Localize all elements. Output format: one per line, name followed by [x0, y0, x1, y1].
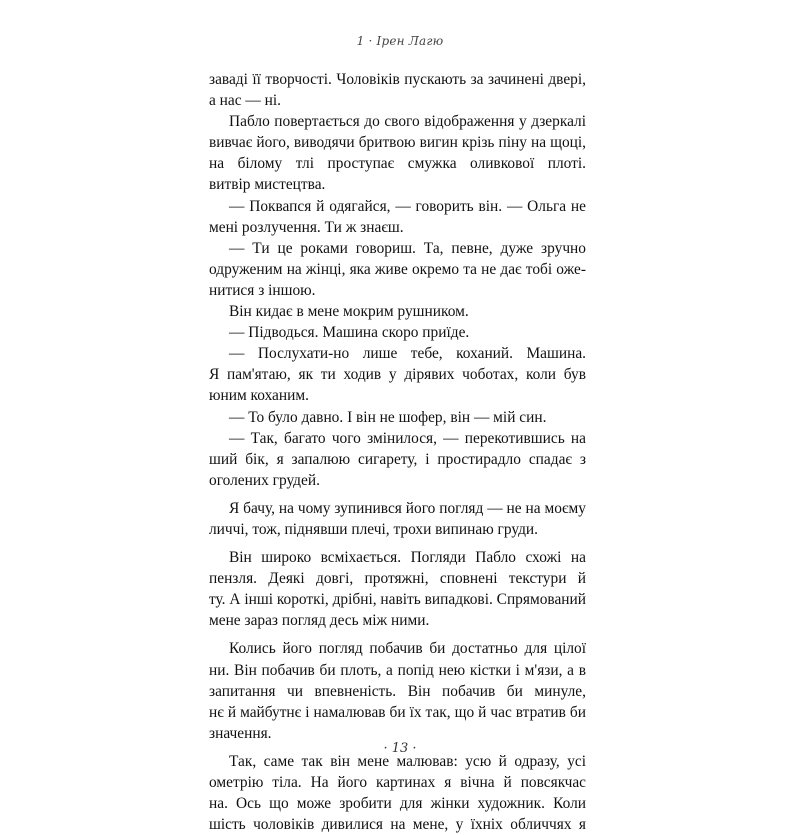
- text-line: юним коханим.: [209, 387, 309, 405]
- text-line: витвір мистецтва.: [209, 176, 326, 194]
- paragraph-gap: [209, 491, 586, 498]
- text-line: Він широко всміхається. Погляди Пабло схожі на: [229, 549, 586, 567]
- page-number: · 13 ·: [383, 741, 417, 756]
- text-line: — Ти це роками говориш. Та, певне, дуже зручно: [229, 239, 586, 257]
- text-line: — Поквапся й одягайся, — говорить він. — Ольга не: [229, 197, 586, 215]
- text-line: — Послухати-но лише тебе, коханий. Машина.: [229, 345, 586, 363]
- text-line: Він кидає в мене мокрим рушником.: [229, 303, 469, 321]
- text-line: мене зараз погляд десь між ними.: [209, 612, 430, 630]
- text-line: ометрію тіла. На його картинах я вічна й повсякчас: [209, 774, 586, 791]
- text-line: нє й майбутнє і намалював би їх так, що й час втратив би: [209, 703, 586, 721]
- text-line: ни. Він побачив би плоть, а попід нею кістки і м'язи, а в: [209, 661, 586, 679]
- text-line: — Підводься. Машина скоро приїде.: [229, 324, 470, 342]
- text-line: — То було давно. І він не шофер, він — мій син.: [229, 408, 547, 426]
- text-line: — Так, багато чого змінилося, — перекотившись на: [229, 429, 586, 447]
- paragraph-gap: [209, 631, 586, 638]
- text-line: мені розлучення. Ти ж знаєш.: [209, 218, 404, 236]
- text-line: вивчає його, виводячи бритвою вигин крізь піну на щоці,: [209, 134, 586, 152]
- text-line: одруженим на жінці, яка живе окремо та не дає тобі оже-: [209, 260, 586, 278]
- text-line: на. Ось що може зробити для жінки художник. Коли: [209, 795, 586, 813]
- text-line: Колись його погляд побачив би достатньо для цілої: [229, 640, 586, 658]
- text-line: Я бачу, на чому зупинився його погляд — не на моєму: [229, 499, 586, 517]
- text-line: Так, саме так він мене малював: усю й одразу, усі: [229, 752, 586, 770]
- text-line: а нас — ні.: [209, 92, 282, 110]
- text-line: Пабло повертається до свого відображення у дзеркалі: [229, 113, 586, 131]
- text-line: значення.: [209, 724, 272, 742]
- body-text: [209, 69, 586, 835]
- text-line: на білому тлі проступає смужка оливкової плоті.: [209, 155, 586, 173]
- text-line: пензля. Деякі довгі, протяжні, сповнені текстури й: [209, 570, 586, 588]
- paragraph-gap: [209, 540, 586, 547]
- text-line: Я пам'ятаю, як ти ходив у дірявих чоботах, коли був: [209, 366, 586, 384]
- running-header: 1 · Ірен Лагю: [356, 34, 444, 48]
- text-line: шість чоловіків дивилися на мене, у їхніх обличчях я: [209, 816, 586, 834]
- text-line: ший бік, я запалюю сигарету, і простирадло спадає з: [209, 450, 586, 468]
- text-line: личчі, тож, піднявши плечі, трохи випинаю груди.: [209, 520, 539, 538]
- text-line: заваді її творчості. Чоловіків пускають за зачинені двері,: [209, 71, 586, 88]
- text-line: нитися з іншою.: [209, 281, 316, 299]
- text-line: ту. А інші короткі, дрібні, навіть випадкові. Спрямований: [209, 591, 586, 609]
- text-line: запитання чи впевненість. Він побачив би минуле,: [209, 682, 586, 700]
- text-line: оголених грудей.: [209, 471, 320, 489]
